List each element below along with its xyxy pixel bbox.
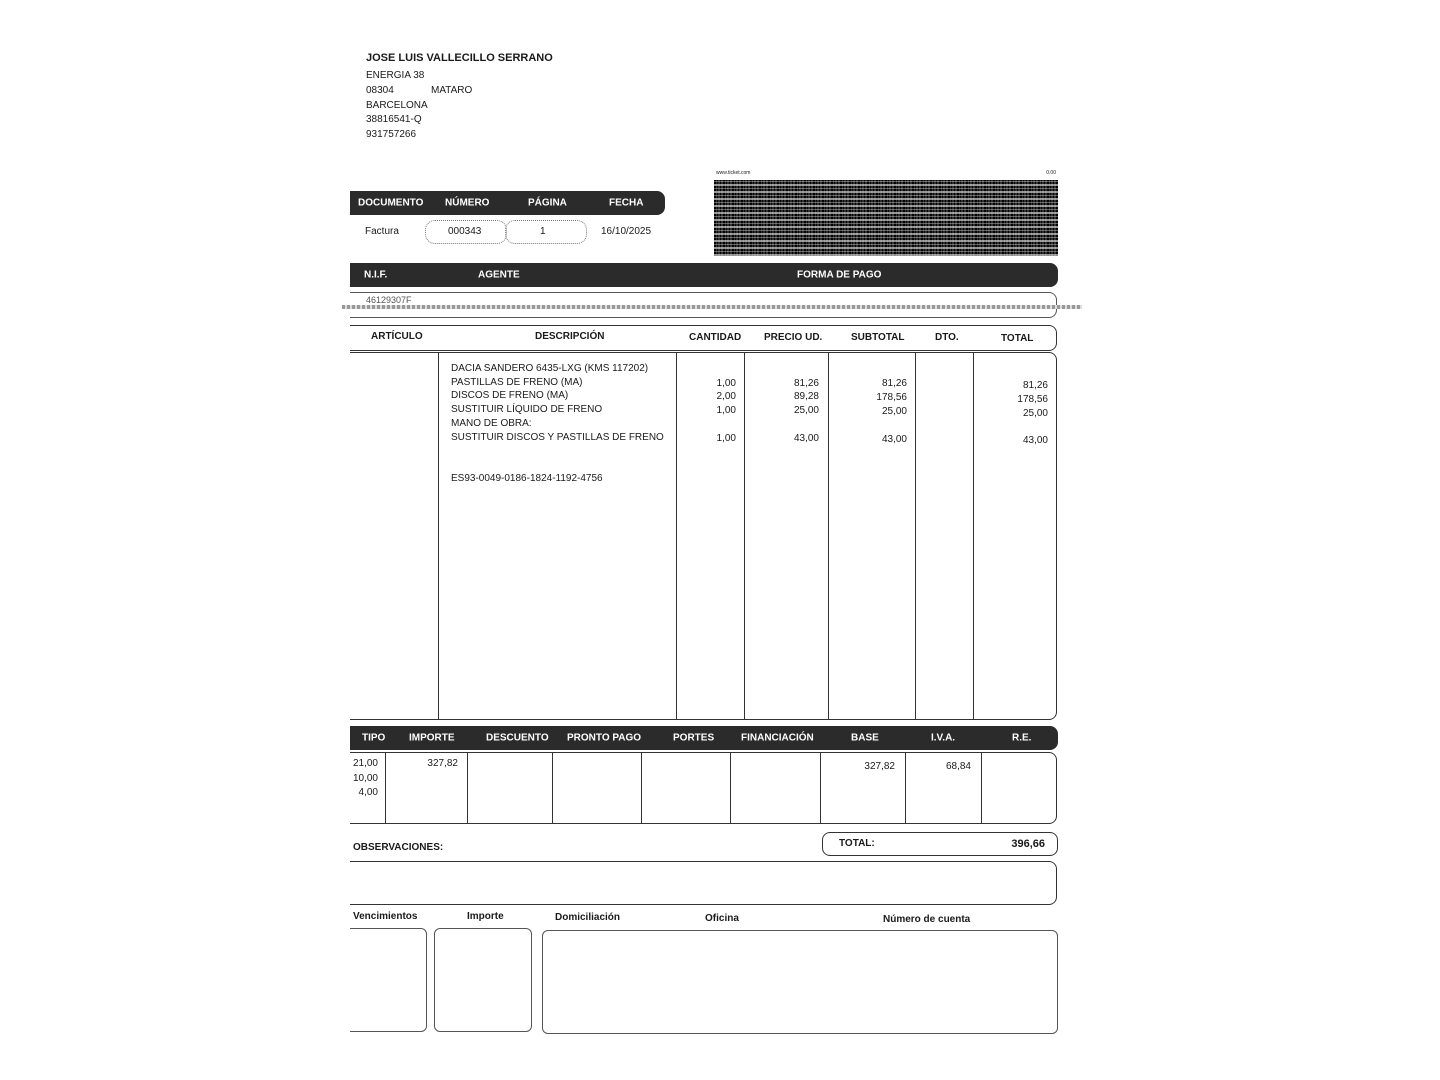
client-label-agente: AGENTE: [478, 269, 520, 281]
doc-pagina-box: [505, 220, 587, 244]
tax-label-iva: I.V.A.: [931, 732, 956, 744]
item-desc: SUSTITUIR DISCOS Y PASTILLAS DE FRENO: [451, 432, 664, 443]
tax-tipo-21: 21,00: [352, 758, 378, 769]
doc-value-numero: 000343: [448, 226, 482, 237]
observaciones-box: [350, 861, 1057, 905]
payment-label-oficina: Oficina: [705, 913, 739, 924]
account-box: [542, 930, 1058, 1034]
item-desc: MANO DE OBRA:: [451, 418, 532, 429]
tax-body: [350, 752, 1057, 824]
tax-label-importe: IMPORTE: [409, 732, 455, 744]
item-desc: DISCOS DE FRENO (MA): [451, 390, 569, 401]
doc-value-pagina: 1: [540, 226, 546, 237]
payment-label-vencimientos: Vencimientos: [353, 911, 418, 922]
item-precio: 81,26: [793, 378, 819, 389]
item-cantidad: 1,00: [716, 378, 736, 389]
item-total: 43,00: [1022, 435, 1048, 446]
col-header-cantidad: CANTIDAD: [689, 332, 742, 343]
col-header-descripcion: DESCRIPCIÓN: [535, 331, 605, 342]
item-cantidad: 1,00: [716, 433, 736, 444]
barcode-area: [714, 170, 1058, 258]
scan-line-artifact: [342, 305, 1082, 309]
tax-header-bar: [350, 726, 1058, 750]
payment-label-domiciliacion: Domiciliación: [555, 912, 621, 923]
payment-label-numero-cuenta: Número de cuenta: [883, 914, 971, 925]
total-label: TOTAL:: [839, 838, 875, 849]
col-header-total: TOTAL: [1001, 333, 1034, 344]
observaciones-label: OBSERVACIONES:: [353, 842, 444, 853]
item-precio: 25,00: [793, 405, 819, 416]
sender-street: ENERGIA 38: [366, 70, 425, 81]
client-value-nif: 46129307F: [366, 295, 412, 305]
tax-label-tipo: TIPO: [362, 732, 386, 744]
tax-iva-value: 68,84: [945, 761, 971, 772]
tax-label-base: BASE: [851, 732, 879, 744]
tax-label-portes: PORTES: [673, 732, 715, 744]
doc-values-row: [350, 218, 665, 244]
barcode-top-left-text: www.ticket.com: [716, 170, 751, 176]
total-box: [822, 832, 1058, 856]
item-total: 25,00: [1022, 408, 1048, 419]
doc-value-documento: Factura: [365, 226, 399, 237]
sender-nif: 38816541-Q: [366, 114, 422, 125]
client-label-nif: N.I.F.: [364, 269, 388, 281]
item-precio: 89,28: [793, 391, 819, 402]
doc-label-fecha: FECHA: [609, 197, 644, 209]
tax-label-pronto-pago: PRONTO PAGO: [567, 732, 642, 744]
tax-tipo-4: 4,00: [358, 787, 378, 798]
col-header-subtotal: SUBTOTAL: [851, 332, 905, 343]
doc-label-numero: NÚMERO: [445, 197, 490, 209]
barcode-top-right-text: 0.00: [1046, 170, 1056, 176]
doc-label-pagina: PÁGINA: [528, 197, 567, 209]
sender-name: JOSE LUIS VALLECILLO SERRANO: [366, 52, 553, 64]
tax-label-financiacion: FINANCIACIÓN: [741, 732, 814, 744]
doc-header-bar: [350, 191, 665, 215]
item-total: 178,56: [1017, 394, 1048, 405]
total-value: 396,66: [1011, 838, 1045, 850]
tax-base-value: 327,82: [864, 761, 895, 772]
item-cantidad: 1,00: [716, 405, 736, 416]
sender-province: BARCELONA: [366, 100, 428, 111]
barcode-image: [714, 180, 1058, 256]
item-subtotal: 81,26: [881, 378, 907, 389]
tax-label-re: R.E.: [1012, 732, 1032, 744]
col-header-articulo: ARTÍCULO: [371, 331, 423, 342]
item-cantidad: 2,00: [716, 391, 736, 402]
sender-block: [366, 52, 626, 152]
doc-value-fecha: 16/10/2025: [601, 226, 652, 237]
client-bar: [350, 263, 1058, 287]
col-header-precio: PRECIO UD.: [764, 332, 823, 343]
item-total: 81,26: [1022, 380, 1048, 391]
item-subtotal: 178,56: [876, 392, 907, 403]
vehicle-line: DACIA SANDERO 6435-LXG (KMS 117202): [451, 363, 649, 374]
item-precio: 43,00: [793, 433, 819, 444]
client-label-forma-pago: FORMA DE PAGO: [797, 269, 882, 281]
iban-line: ES93-0049-0186-1824-1192-4756: [451, 473, 603, 484]
items-header-row: [350, 325, 1057, 351]
doc-label-documento: DOCUMENTO: [358, 197, 424, 209]
vencimientos-box: [350, 928, 427, 1032]
tax-importe-value: 327,82: [427, 758, 458, 769]
item-subtotal: 43,00: [881, 434, 907, 445]
items-body: [350, 352, 1057, 720]
importe-box: [434, 928, 532, 1032]
payment-label-importe: Importe: [467, 911, 504, 922]
item-desc: PASTILLAS DE FRENO (MA): [451, 377, 583, 388]
sender-postal-code: 08304: [366, 85, 394, 96]
sender-city: MATARO: [431, 85, 473, 96]
client-values-row: [350, 292, 1057, 318]
sender-phone: 931757266: [366, 129, 417, 140]
item-subtotal: 25,00: [881, 406, 907, 417]
tax-label-descuento: DESCUENTO: [486, 732, 549, 744]
item-desc: SUSTITUIR LÍQUIDO DE FRENO: [451, 404, 603, 415]
tax-tipo-10: 10,00: [352, 773, 378, 784]
col-header-dto: DTO.: [935, 332, 959, 343]
